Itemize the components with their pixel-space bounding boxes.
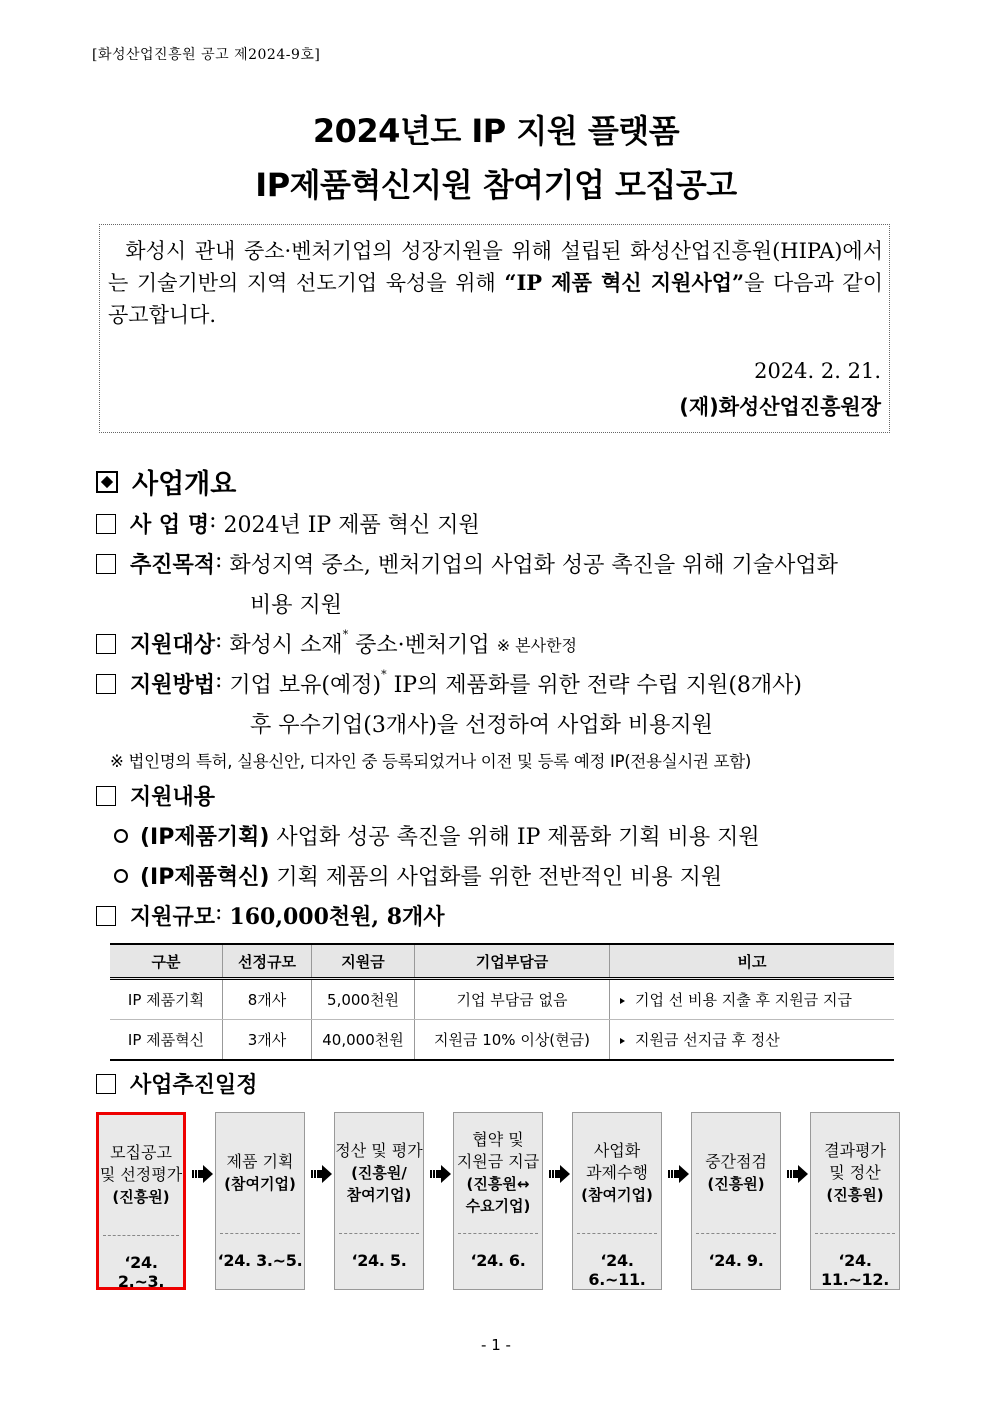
field-target: 지원대상 : 화성시 소재 * 중소·벤처기업 ※ 본사한정 bbox=[96, 628, 577, 659]
field-method-cont: 후 우수기업(3개사)을 선정하여 사업화 비용지원 bbox=[250, 713, 713, 738]
schedule-step bbox=[334, 1112, 424, 1290]
checkbox-square-icon bbox=[96, 514, 116, 534]
field-value: 화성지역 중소, 벤처기업의 사업화 성공 촉진을 위해 기술사업화 bbox=[229, 553, 838, 578]
field-value: 화성시 소재 bbox=[229, 633, 343, 658]
table-header: 비고 bbox=[610, 944, 895, 979]
intro-text-end: 을 다음과 같이 공고합니다. bbox=[108, 271, 883, 327]
step-owner: (진흥원/ 참여기업) bbox=[346, 1164, 412, 1204]
field-purpose: 추진목적 : 화성지역 중소, 벤처기업의 사업화 성공 촉진을 위해 기술사업화 bbox=[96, 548, 838, 579]
table-header: 기업부담금 bbox=[415, 944, 610, 979]
bullet-text: 기획 제품의 사업화를 위한 전반적인 비용 지원 bbox=[269, 865, 723, 890]
note-text: 기업 선 비용 지출 후 지원금 지급 bbox=[635, 991, 852, 1009]
field-label: 추진목적 bbox=[130, 553, 216, 578]
step-owner: (진흥원↔ 수요기업) bbox=[465, 1175, 531, 1215]
arrow-right-icon bbox=[786, 1164, 810, 1184]
field-method: 지원방법 : 기업 보유(예정) * IP의 제품화를 위한 전략 수립 지원(8개사) bbox=[96, 668, 802, 699]
footnote: ※ 법인명의 특허, 실용신안, 디자인 중 등록되었거나 이전 및 등록 예정 IP(전용실시권 포함) bbox=[110, 752, 751, 771]
table-header: 지원금 bbox=[312, 944, 415, 979]
table-cell: 지원금 10% 이상(현금) bbox=[415, 1020, 610, 1061]
section-heading bbox=[96, 462, 236, 501]
page-title-line2: IP제품혁신지원 참여기업 모집공고 bbox=[255, 166, 737, 204]
field-schedule bbox=[96, 1068, 258, 1099]
note-text: 지원금 선지급 후 정산 bbox=[635, 1031, 780, 1049]
schedule-flow bbox=[96, 1112, 902, 1292]
issuer: (재)화성산업진흥원장 bbox=[679, 395, 881, 419]
table-header: 선정규모 bbox=[223, 944, 312, 979]
field-value-cont: 중소·벤처기업 bbox=[348, 633, 497, 658]
schedule-step bbox=[810, 1112, 900, 1290]
intro-program-name: “IP 제품 혁신 지원사업” bbox=[504, 270, 745, 295]
step-title: 중간점검 bbox=[705, 1152, 767, 1171]
field-label: 사업추진일정 bbox=[130, 1073, 258, 1098]
schedule-step bbox=[453, 1112, 543, 1290]
step-date: ‘24. 11.~12. bbox=[821, 1251, 889, 1289]
arrow-right-icon bbox=[429, 1164, 453, 1184]
step-title-2: 과제수행 bbox=[586, 1163, 648, 1182]
step-owner: (참여기업) bbox=[581, 1186, 653, 1204]
step-date: ‘24. 5. bbox=[351, 1251, 407, 1270]
field-label: 사 업 명 bbox=[130, 513, 210, 538]
checkbox-square-icon bbox=[96, 906, 116, 926]
step-date: ‘24. 9. bbox=[708, 1251, 764, 1270]
field-label: 지원규모 bbox=[130, 905, 216, 930]
field-value: 160,000천원, 8개사 bbox=[229, 904, 445, 930]
field-name: 사 업 명 : 2024년 IP 제품 혁신 지원 bbox=[96, 508, 480, 539]
announcement-date: 2024. 2. 21. bbox=[754, 359, 881, 383]
table-cell-note bbox=[610, 1020, 895, 1061]
field-label: 지원내용 bbox=[130, 785, 216, 810]
checkbox-square-icon bbox=[96, 634, 116, 654]
intro-box bbox=[99, 224, 890, 433]
page-number: - 1 - bbox=[481, 1336, 511, 1354]
step-date: ‘24. 2.~3. bbox=[117, 1253, 165, 1291]
step-title-2: 및 정산 bbox=[829, 1163, 881, 1182]
content-bullet-2 bbox=[114, 860, 722, 891]
step-title: 모집공고 bbox=[110, 1143, 172, 1162]
step-title: 제품 기획 bbox=[226, 1152, 294, 1171]
table-cell: 기업 부담금 없음 bbox=[415, 979, 610, 1020]
checkbox-square-icon bbox=[96, 786, 116, 806]
triangle-bullet-icon bbox=[620, 998, 625, 1004]
schedule-step bbox=[96, 1112, 186, 1290]
table-row bbox=[110, 1020, 894, 1061]
budget-table bbox=[110, 943, 894, 1061]
arrow-right-icon bbox=[548, 1164, 572, 1184]
field-value: 2024년 IP 제품 혁신 지원 bbox=[223, 513, 480, 538]
field-label: 지원방법 bbox=[130, 673, 216, 698]
checkbox-square-icon bbox=[96, 674, 116, 694]
table-cell: 8개사 bbox=[223, 979, 312, 1020]
step-owner: (진흥원) bbox=[826, 1186, 884, 1204]
bullet-text: 사업화 성공 촉진을 위해 IP 제품화 기획 비용 지원 bbox=[269, 825, 760, 850]
table-cell-note bbox=[610, 979, 895, 1020]
arrow-right-icon bbox=[191, 1164, 215, 1184]
checkbox-square-icon bbox=[96, 554, 116, 574]
field-label: 지원대상 bbox=[130, 633, 216, 658]
target-note: ※ 본사한정 bbox=[496, 636, 578, 655]
checkbox-square-icon bbox=[96, 1074, 116, 1094]
table-cell: 40,000천원 bbox=[312, 1020, 415, 1061]
triangle-bullet-icon bbox=[620, 1038, 625, 1044]
table-cell: IP 제품기획 bbox=[110, 979, 223, 1020]
notice-number: [화성산업진흥원 공고 제2024-9호] bbox=[92, 47, 321, 63]
field-purpose-cont: 비용 지원 bbox=[250, 593, 343, 618]
circle-bullet-icon bbox=[114, 829, 128, 843]
table-header: 구분 bbox=[110, 944, 223, 979]
bullet-title: (IP제품혁신) bbox=[140, 865, 270, 890]
circle-bullet-icon bbox=[114, 869, 128, 883]
step-title: 협약 및 bbox=[472, 1130, 524, 1149]
step-title: 사업화 bbox=[593, 1141, 641, 1160]
field-scale: 지원규모 : 160,000천원, 8개사 bbox=[96, 900, 445, 931]
step-title-2: 및 선정평가 bbox=[99, 1165, 183, 1184]
schedule-step bbox=[691, 1112, 781, 1290]
table-cell: IP 제품혁신 bbox=[110, 1020, 223, 1061]
page-title-line1: 2024년도 IP 지원 플랫폼 bbox=[312, 112, 680, 150]
step-date: ‘24. 6.~11. bbox=[588, 1251, 646, 1289]
diamond-box-icon bbox=[96, 471, 118, 493]
field-value: 기업 보유(예정) bbox=[229, 673, 382, 698]
step-title: 결과평가 bbox=[824, 1141, 886, 1160]
schedule-step bbox=[572, 1112, 662, 1290]
section-title: 사업개요 bbox=[132, 469, 237, 500]
schedule-step bbox=[215, 1112, 305, 1290]
step-owner: (진흥원) bbox=[112, 1188, 170, 1206]
arrow-right-icon bbox=[667, 1164, 691, 1184]
field-value-cont: IP의 제품화를 위한 전략 수립 지원(8개사) bbox=[386, 673, 802, 698]
step-date: ‘24. 3.~5. bbox=[217, 1251, 303, 1270]
step-title: 정산 및 평가 bbox=[335, 1141, 423, 1160]
step-title-2: 지원금 지급 bbox=[456, 1152, 540, 1171]
step-owner: (진흥원) bbox=[707, 1175, 765, 1193]
table-cell: 3개사 bbox=[223, 1020, 312, 1061]
bullet-title: (IP제품기획) bbox=[140, 825, 270, 850]
field-content bbox=[96, 780, 215, 811]
table-cell: 5,000천원 bbox=[312, 979, 415, 1020]
intro-paragraph bbox=[108, 235, 883, 331]
table-row bbox=[110, 979, 894, 1020]
step-owner: (참여기업) bbox=[224, 1175, 296, 1193]
step-date: ‘24. 6. bbox=[470, 1251, 526, 1270]
intro-text: 화성시 관내 중소·벤처기업의 성장지원을 위해 설립된 화성산업진흥원(HIPA)에서는 기술기반의 지역 선도기업 육성을 위해 bbox=[108, 239, 883, 295]
arrow-right-icon bbox=[310, 1164, 334, 1184]
content-bullet-1 bbox=[114, 820, 760, 851]
